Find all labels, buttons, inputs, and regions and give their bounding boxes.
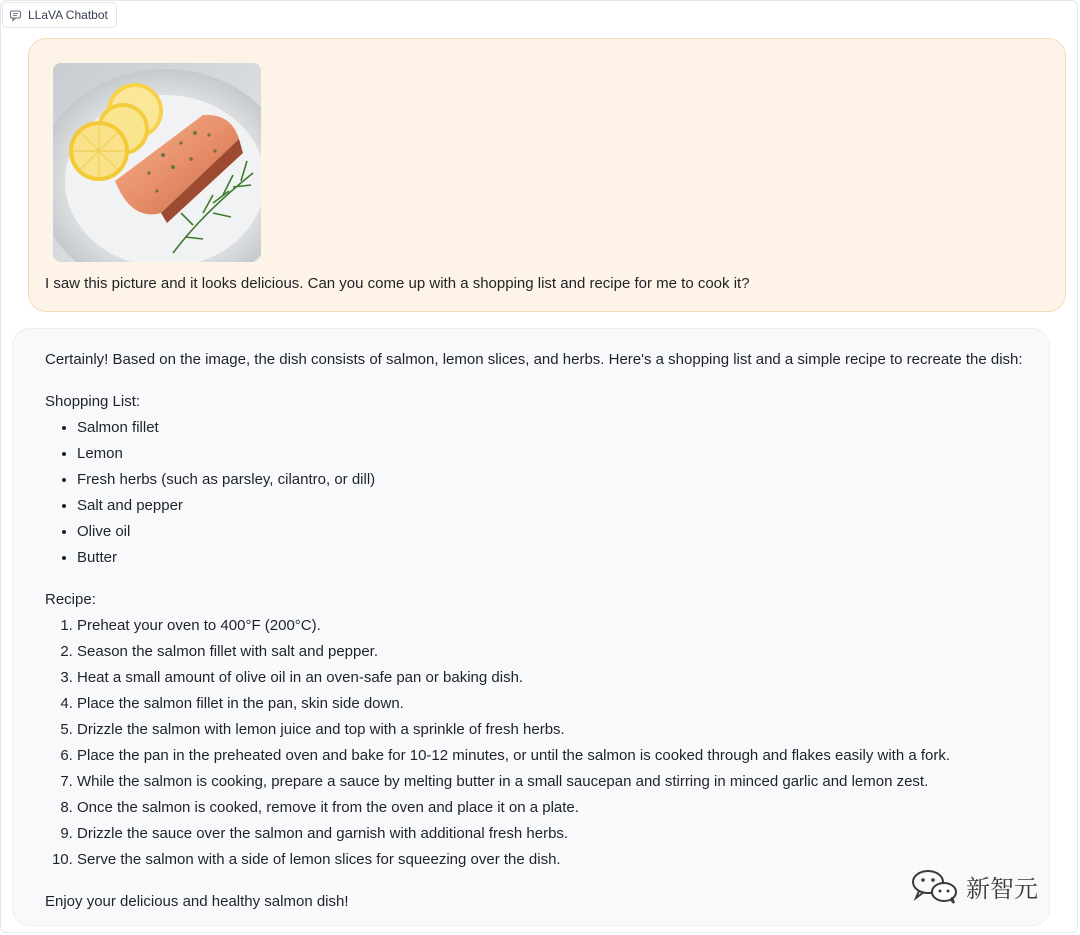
user-message [28, 38, 1066, 312]
chat-icon [9, 9, 22, 22]
bot-closing: Enjoy your delicious and healthy salmon dish! [45, 893, 349, 910]
list-item: • Lemon [77, 441, 1049, 467]
bot-intro: Certainly! Based on the image, the dish consists of salmon, lemon slices, and herbs. Here's a shopping list and a simple recipe to recreate the dish: [45, 351, 1023, 368]
wechat-icon [910, 868, 960, 904]
list-item: 6. Place the pan in the preheated oven and bake for 10-12 minutes, or until the salmon is cooked through and flakes easily with a fork. [77, 743, 1049, 769]
bot-message [12, 328, 1050, 926]
shopping-list-title: Shopping List: [45, 393, 141, 410]
watermark-text: 新智元 [966, 874, 1038, 903]
salmon-dish-photo[interactable] [53, 63, 261, 262]
list-item: 5. Drizzle the salmon with lemon juice and top with a sprinkle of fresh herbs. [77, 717, 1049, 743]
recipe-steps [45, 613, 1049, 873]
list-item: 9. Drizzle the sauce over the salmon and garnish with additional fresh herbs. [77, 821, 1049, 847]
user-message-text: I saw this picture and it looks delicious. Can you come up with a shopping list and recipe for me to cook it? [45, 275, 750, 292]
list-item: • Olive oil [77, 519, 1049, 545]
list-item: • Butter [77, 545, 1049, 571]
list-item: • Salt and pepper [77, 493, 1049, 519]
list-item: 1. Preheat your oven to 400°F (200°C). [77, 613, 1049, 639]
list-item: 4. Place the salmon fillet in the pan, skin side down. [77, 691, 1049, 717]
shopping-list [45, 415, 1049, 571]
recipe-title: Recipe: [45, 591, 96, 608]
list-item: 3. Heat a small amount of olive oil in an oven-safe pan or baking dish. [77, 665, 1049, 691]
watermark [910, 868, 1038, 904]
list-item: 10. Serve the salmon with a side of lemon slices for squeezing over the dish. [77, 847, 1049, 873]
list-item: • Fresh herbs (such as parsley, cilantro, or dill) [77, 467, 1049, 493]
list-item: 2. Season the salmon fillet with salt and pepper. [77, 639, 1049, 665]
app-label-text: LLaVA Chatbot [28, 8, 108, 22]
list-item: • Salmon fillet [77, 415, 1049, 441]
list-item: 7. While the salmon is cooking, prepare a sauce by melting butter in a small saucepan and stirring in minced garlic and lemon zest. [77, 769, 1049, 795]
app-label [2, 2, 117, 28]
list-item: 8. Once the salmon is cooked, remove it from the oven and place it on a plate. [77, 795, 1049, 821]
